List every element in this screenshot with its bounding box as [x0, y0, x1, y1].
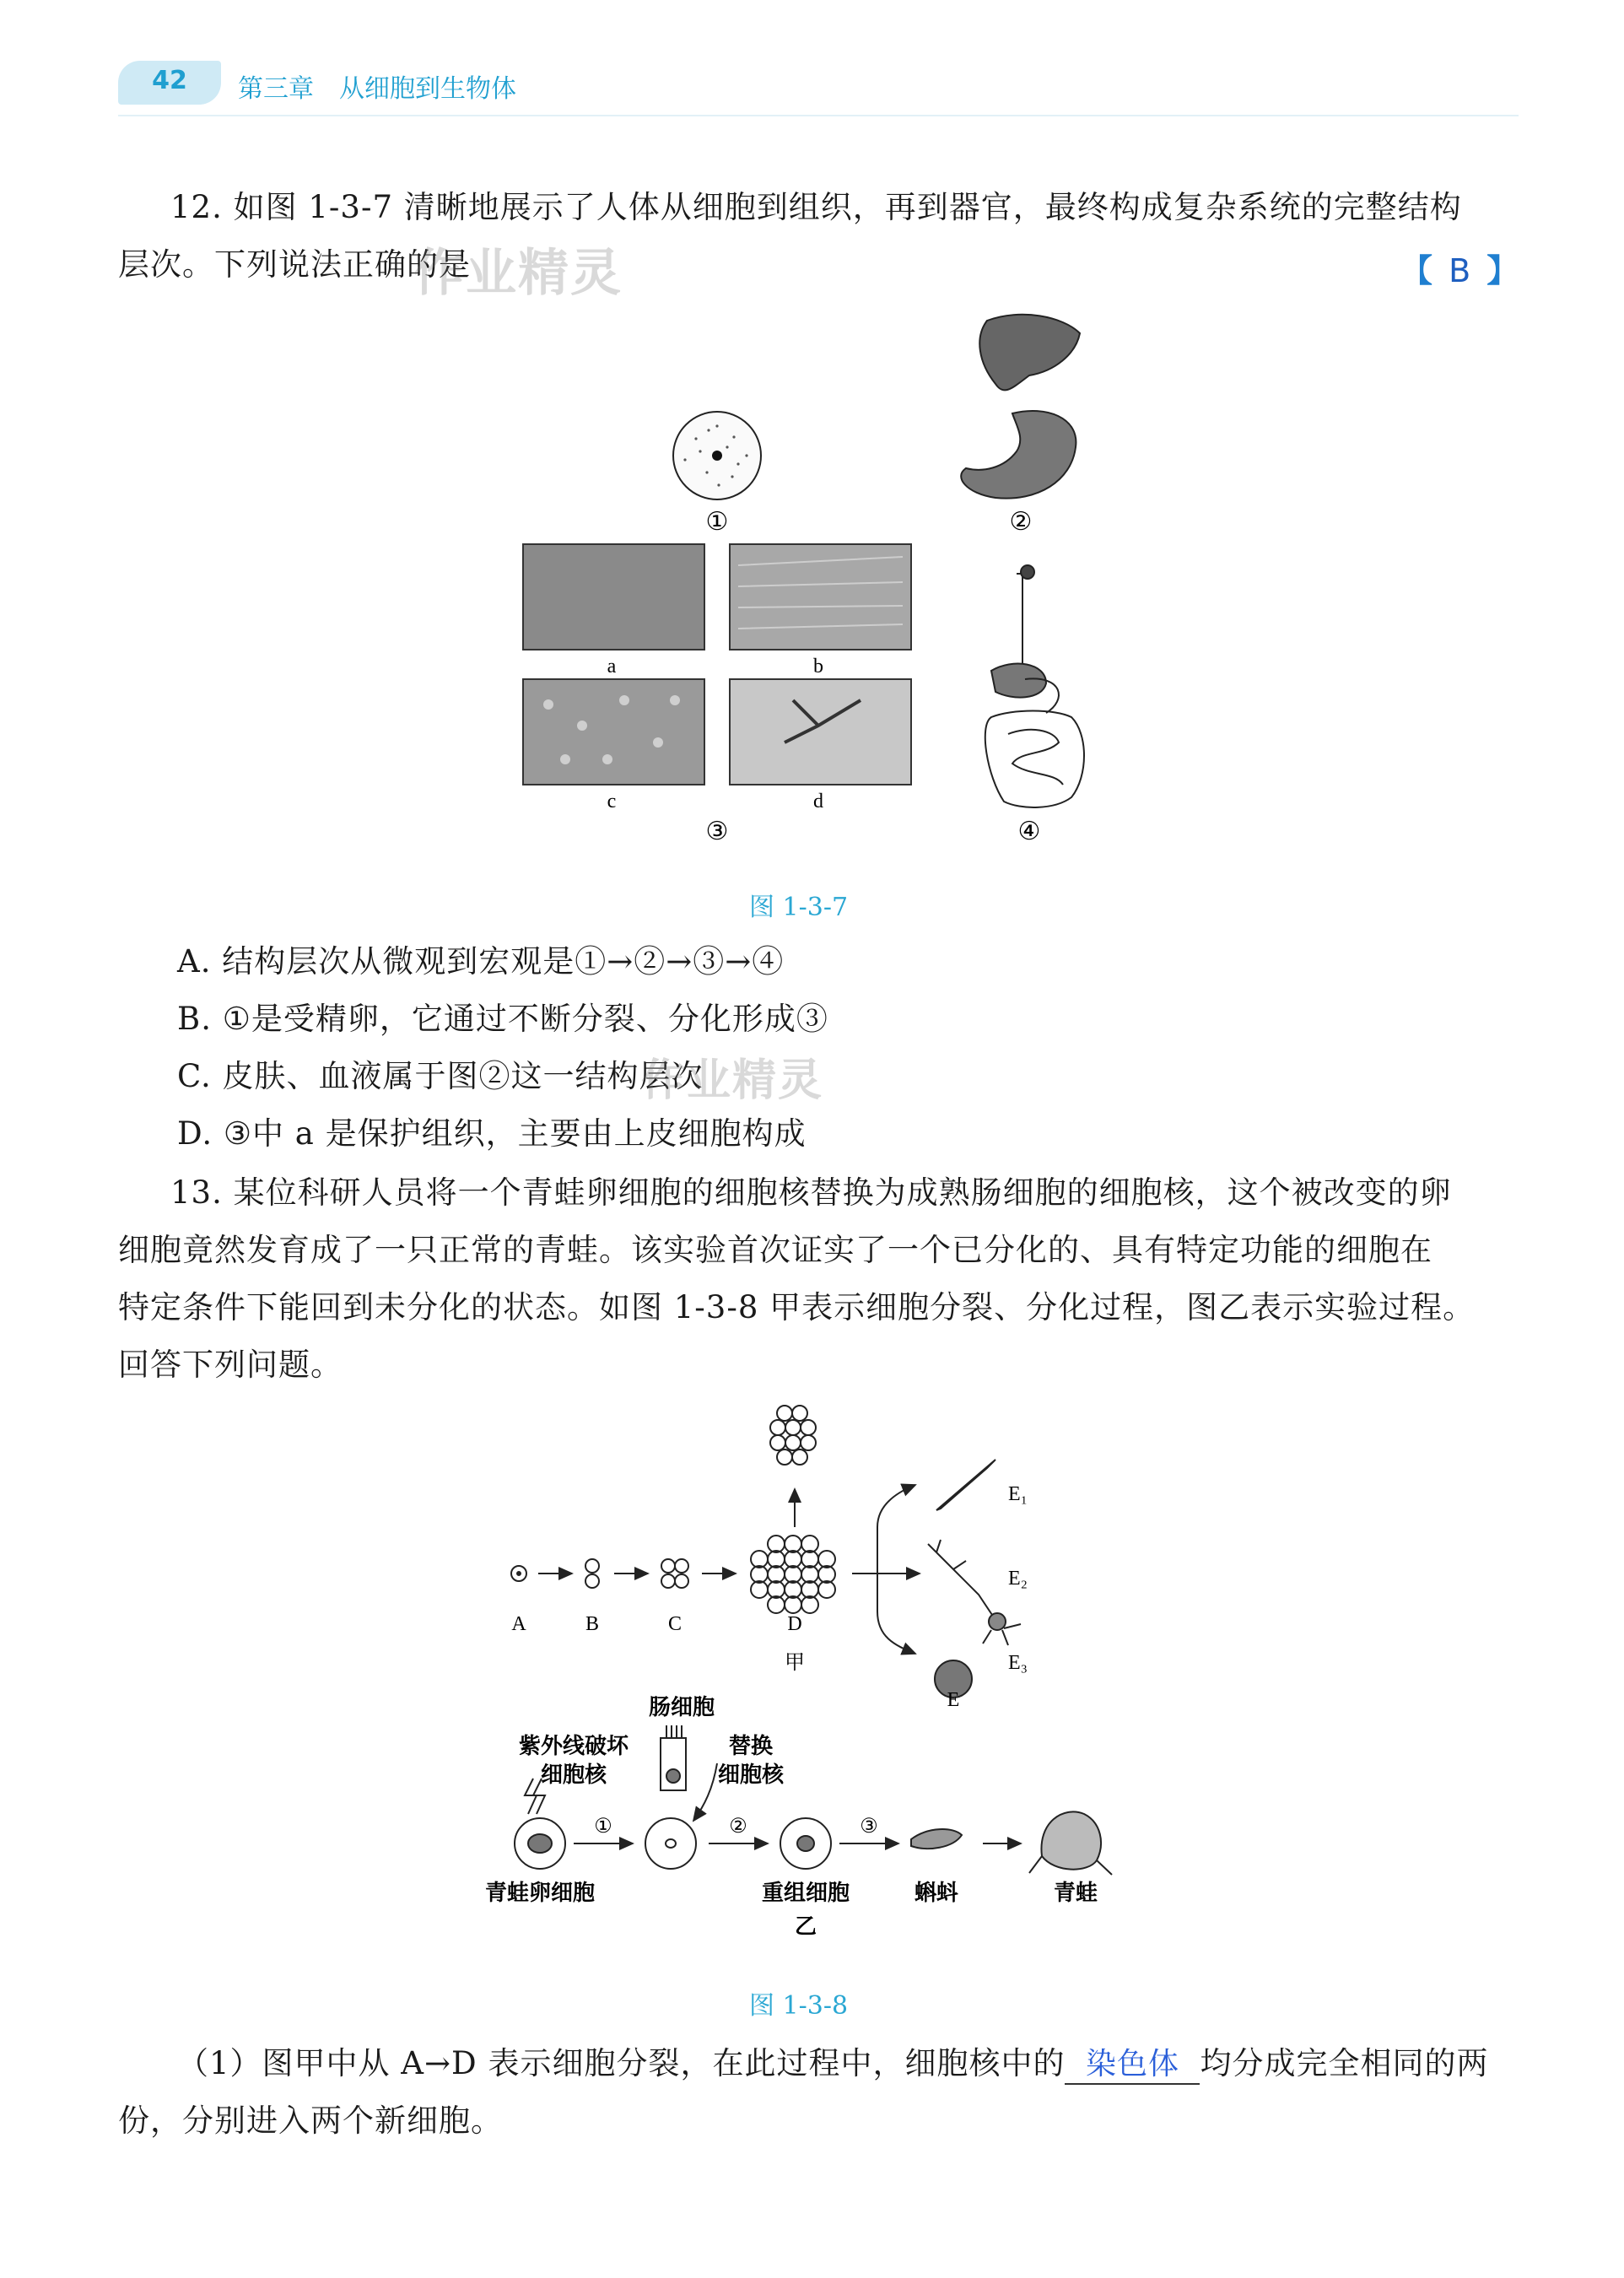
- marker-2: ②: [1009, 507, 1033, 537]
- q13-sub1-text-after: 均分成完全相同的两: [1200, 2045, 1489, 2081]
- e3-label: E₃: [1008, 1652, 1028, 1674]
- uv-label-line2: 细胞核: [540, 1762, 607, 1788]
- tissue-image-a: [523, 544, 704, 650]
- header-divider: [118, 115, 1519, 116]
- marker-4: ④: [1017, 817, 1041, 846]
- figure-1-3-8: [481, 1401, 1156, 1941]
- tissue-label-c: c: [607, 791, 617, 812]
- q13-line1: 13. 某位科研人员将一个青蛙卵细胞的细胞核替换为成熟肠细胞的细胞核，这个被改变的卵: [170, 1174, 1452, 1211]
- tissue-image-c: [523, 679, 704, 785]
- cell-division-diagram: [511, 1406, 920, 1654]
- answer-bracket-open: 【: [1400, 252, 1433, 289]
- stage-label-b: B: [585, 1613, 600, 1635]
- marker-3: ③: [705, 817, 729, 846]
- q13-line4: 回答下列问题。: [118, 1347, 343, 1383]
- uv-label-line1: 紫外线破坏: [518, 1734, 629, 1759]
- tissue-image-b: [730, 544, 911, 650]
- frog-label: 青蛙: [1053, 1881, 1098, 1906]
- organ-illustration: [961, 315, 1080, 499]
- e2-label: E₂: [1008, 1568, 1028, 1590]
- e-group-label: E: [947, 1689, 960, 1711]
- q13-sub1-line2: 份，分别进入两个新细胞。: [118, 2103, 503, 2139]
- nerve-cell-illustration: [928, 1540, 1021, 1645]
- system-illustration: [985, 565, 1084, 807]
- panel-label-yi: 乙: [794, 1914, 817, 1940]
- marker-1: ①: [705, 507, 729, 537]
- panel-label-jia: 甲: [785, 1652, 805, 1674]
- figure-caption-1-3-7: 图 1-3-7: [749, 893, 849, 922]
- q12-line1: 12. 如图 1-3-7 清晰地展示了人体从细胞到组织，再到器官，最终构成复杂系统的完整结构: [170, 189, 1462, 225]
- figure-1-3-7: [506, 304, 1147, 861]
- tissue-label-b: b: [813, 656, 823, 677]
- tissue-image-d: [730, 679, 911, 785]
- intestine-cell-label: 肠细胞: [648, 1695, 715, 1720]
- page-number: 42: [152, 66, 187, 95]
- recombined-cell-label: 重组细胞: [761, 1881, 850, 1906]
- q12-line2: 层次。下列说法正确的是: [118, 246, 471, 283]
- replace-label-line2: 细胞核: [717, 1762, 785, 1788]
- q12-option-b: B. ①是受精卵，它通过不断分裂、分化形成③: [177, 1001, 828, 1037]
- stage-label-d: D: [787, 1613, 802, 1635]
- q12-option-a: A. 结构层次从微观到宏观是①→②→③→④: [177, 943, 785, 980]
- egg-cell-label: 青蛙卵细胞: [484, 1881, 596, 1906]
- tadpole-label: 蝌蚪: [914, 1881, 959, 1906]
- q13-line3: 特定条件下能回到未分化的状态。如图 1-3-8 甲表示细胞分裂、分化过程，图乙表示实验过程。: [118, 1289, 1476, 1325]
- muscle-cell-illustration: [936, 1460, 995, 1510]
- q12-answer-box: [1400, 245, 1519, 291]
- e1-label: E₁: [1008, 1483, 1028, 1505]
- q12-option-d: D. ③中 a 是保护组织，主要由上皮细胞构成: [177, 1115, 807, 1152]
- tissue-label-d: d: [813, 791, 823, 812]
- q13-line2: 细胞竟然发育成了一只正常的青蛙。该实验首次证实了一个已分化的、具有特定功能的细胞在: [118, 1232, 1432, 1268]
- chapter-title: 第三章 从细胞到生物体: [238, 74, 516, 104]
- cell-illustration: [673, 412, 761, 499]
- replace-label-line1: 替换: [728, 1734, 774, 1759]
- tissue-label-a: a: [607, 656, 617, 677]
- answer-bracket-close: 】: [1486, 252, 1519, 289]
- figure-caption-1-3-8: 图 1-3-8: [749, 1991, 849, 2021]
- stage-label-a: A: [511, 1613, 526, 1635]
- step-1: ①: [594, 1814, 612, 1838]
- stage-label-c: C: [667, 1613, 683, 1635]
- q12-answer: B: [1449, 252, 1471, 289]
- q13-sub1-answer: 染色体: [1065, 2046, 1200, 2085]
- watermark: 作业精灵: [413, 244, 623, 303]
- watermark: 作业精灵: [641, 1055, 824, 1106]
- q13-sub1-text-before: （1）图甲中从 A→D 表示细胞分裂，在此过程中，细胞核中的: [177, 2045, 1066, 2081]
- step-3: ③: [860, 1814, 878, 1838]
- q13-sub1-line1: [177, 2035, 1488, 2092]
- q12-option-c: C. 皮肤、血液属于图②这一结构层次: [177, 1058, 704, 1094]
- step-2: ②: [729, 1814, 747, 1838]
